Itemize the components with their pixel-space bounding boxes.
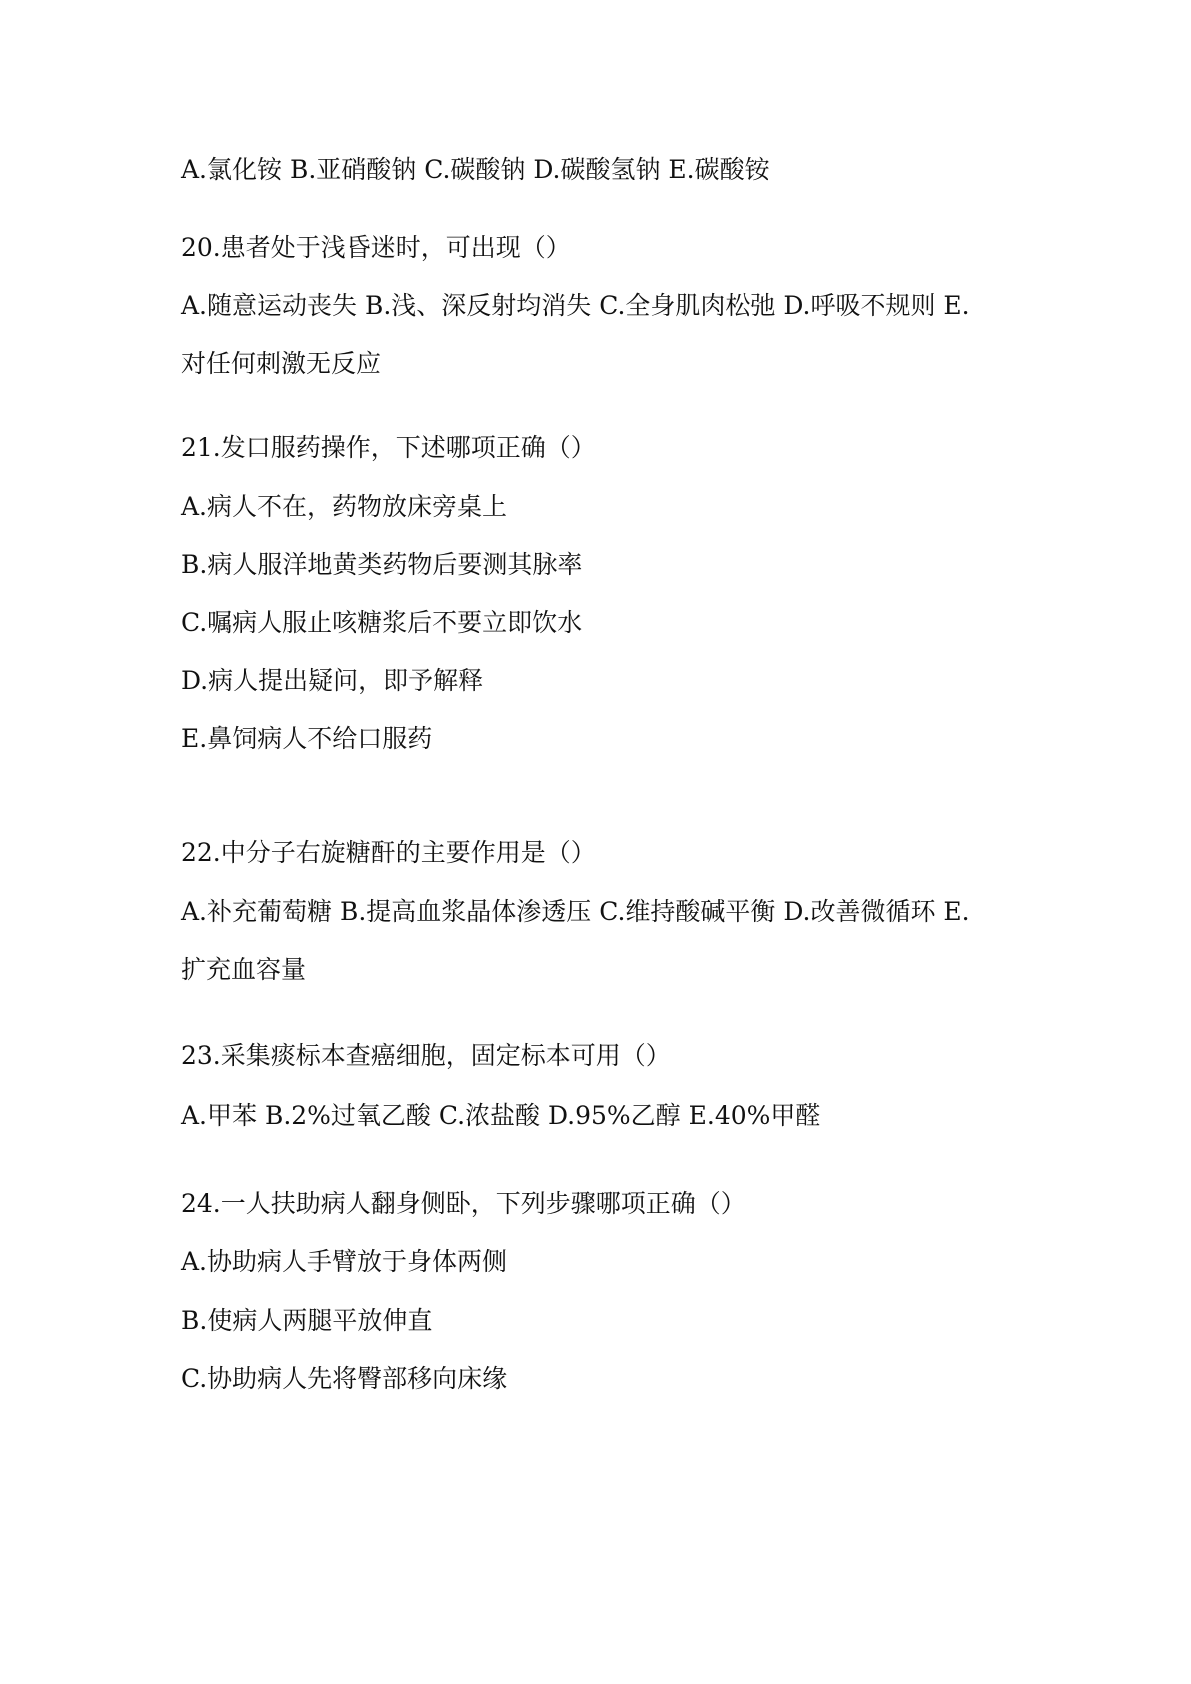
q21-option-e: E.鼻饲病人不给口服药 <box>181 724 433 753</box>
q21-option-a: A.病人不在，药物放床旁桌上 <box>181 492 508 521</box>
q21-option-b: B.病人服洋地黄类药物后要测其脉率 <box>181 550 583 579</box>
q22-question: 22.中分子右旋糖酐的主要作用是（） <box>181 838 596 867</box>
q20-options-line1: A.随意运动丧失 B.浅、深反射均消失 C.全身肌肉松弛 D.呼吸不规则 E. <box>181 291 970 320</box>
q21-option-c: C.嘱病人服止咳糖浆后不要立即饮水 <box>181 608 583 637</box>
q22-options-line2: 扩充血容量 <box>181 955 307 984</box>
q23-options: A.甲苯 B.2%过氧乙酸 C.浓盐酸 D.95%乙醇 E.40%甲醛 <box>181 1101 821 1130</box>
q24-option-a: A.协助病人手臂放于身体两侧 <box>181 1247 508 1276</box>
q21-question: 21.发口服药操作，下述哪项正确（） <box>181 433 596 462</box>
q23-question: 23.采集痰标本查癌细胞，固定标本可用（） <box>181 1041 671 1070</box>
q20-question: 20.患者处于浅昏迷时，可出现（） <box>181 233 571 262</box>
q24-option-b: B.使病人两腿平放伸直 <box>181 1306 433 1335</box>
q20-options-line2: 对任何刺激无反应 <box>181 349 382 378</box>
q24-option-c: C.协助病人先将臀部移向床缘 <box>181 1364 508 1393</box>
q21-option-d: D.病人提出疑问，即予解释 <box>181 666 484 695</box>
q19-options: A.氯化铵 B.亚硝酸钠 C.碳酸钠 D.碳酸氢钠 E.碳酸铵 <box>181 155 770 184</box>
q24-question: 24.一人扶助病人翻身侧卧，下列步骤哪项正确（） <box>181 1189 746 1218</box>
q22-options-line1: A.补充葡萄糖 B.提高血浆晶体渗透压 C.维持酸碱平衡 D.改善微循环 E. <box>181 897 970 926</box>
